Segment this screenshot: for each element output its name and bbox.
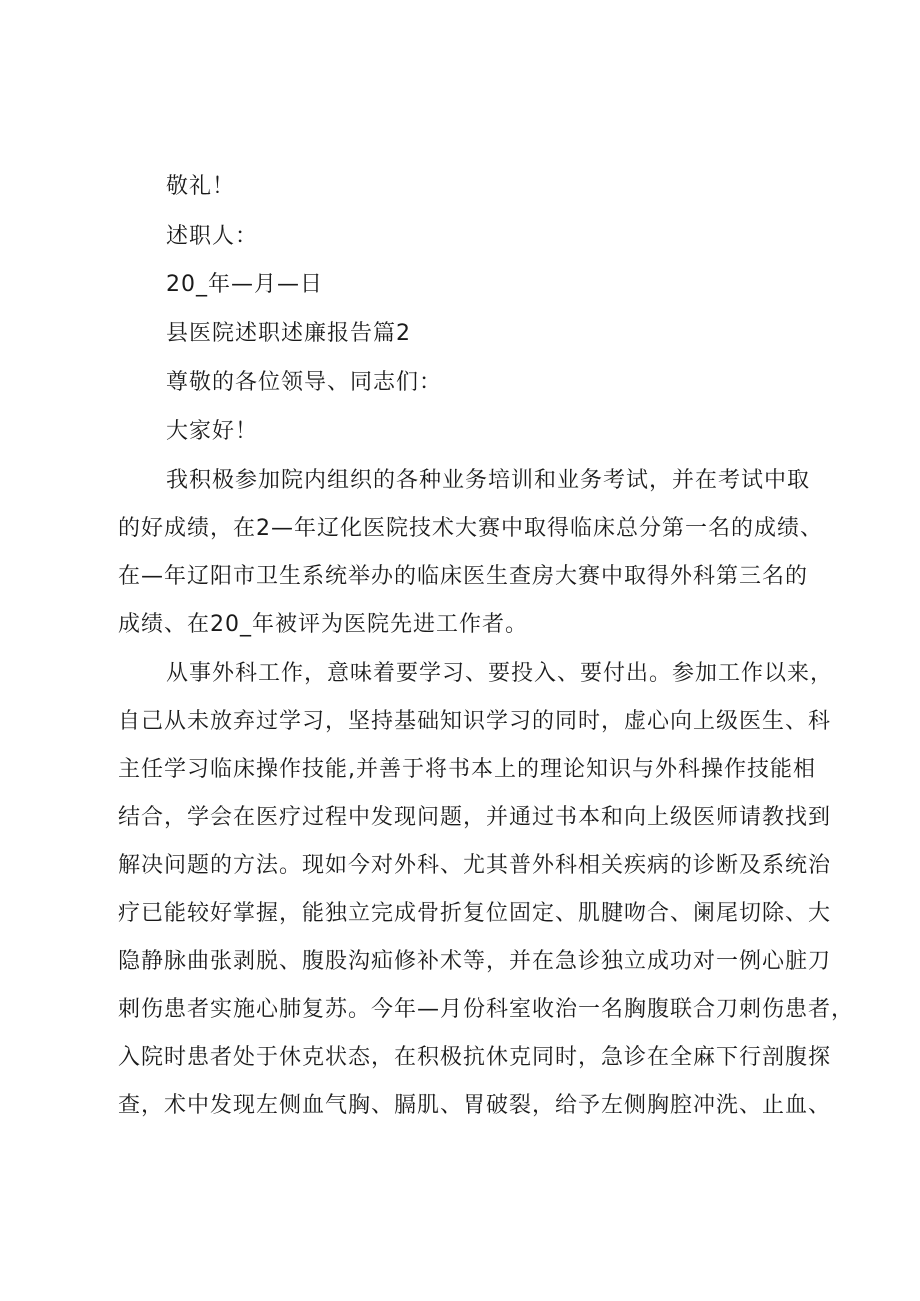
paragraph-line: 刺伤患者实施心肺复苏。今年—月份科室收治一名胸腹联合刀刺伤患者， (118, 997, 855, 1022)
date-line: 20_年—月—日 (166, 272, 323, 297)
paragraph-line: 入院时患者处于休克状态，在积极抗休克同时，急诊在全麻下行剖腹探 (118, 1045, 832, 1070)
paragraph-line: 成绩、在20_年被评为医院先进工作者。 (118, 612, 528, 637)
paragraph-line: 在—年辽阳市卫生系统举办的临床医生查房大赛中取得外科第三名的 (118, 564, 809, 589)
paragraph-line: 疗已能较好掌握，能独立完成骨折复位固定、肌腱吻合、阑尾切除、大 (118, 901, 832, 926)
signature-label: 述职人： (166, 224, 259, 249)
greeting: 大家好！ (166, 419, 259, 444)
closing-salute: 敬礼！ (166, 174, 236, 199)
paragraph-line: 解决问题的方法。现如今对外科、尤其普外科相关疾病的诊断及系统治 (118, 853, 832, 878)
paragraph-line: 从事外科工作，意味着要学习、要投入、要付出。参加工作以来， (166, 661, 834, 686)
paragraph-line: 的好成绩，在2—年辽化医院技术大赛中取得临床总分第一名的成绩、 (118, 516, 823, 541)
paragraph-line: 主任学习临床操作技能,并善于将书本上的理论知识与外科操作技能相 (118, 757, 816, 782)
paragraph-line: 查，术中发现左侧血气胸、膈肌、胃破裂，给予左侧胸腔冲洗、止血、 (118, 1093, 832, 1118)
salutation: 尊敬的各位领导、同志们： (166, 370, 443, 395)
section-title: 县医院述职述廉报告篇2 (166, 321, 411, 346)
paragraph-line: 自己从未放弃过学习，坚持基础知识学习的同时，虚心向上级医生、科 (118, 709, 832, 734)
paragraph-line: 隐静脉曲张剥脱、腹股沟疝修补术等，并在急诊独立成功对一例心脏刀 (118, 949, 832, 974)
paragraph-line: 我积极参加院内组织的各种业务培训和业务考试，并在考试中取 (166, 468, 811, 493)
paragraph-line: 结合，学会在医疗过程中发现问题，并通过书本和向上级医师请教找到 (118, 805, 832, 830)
